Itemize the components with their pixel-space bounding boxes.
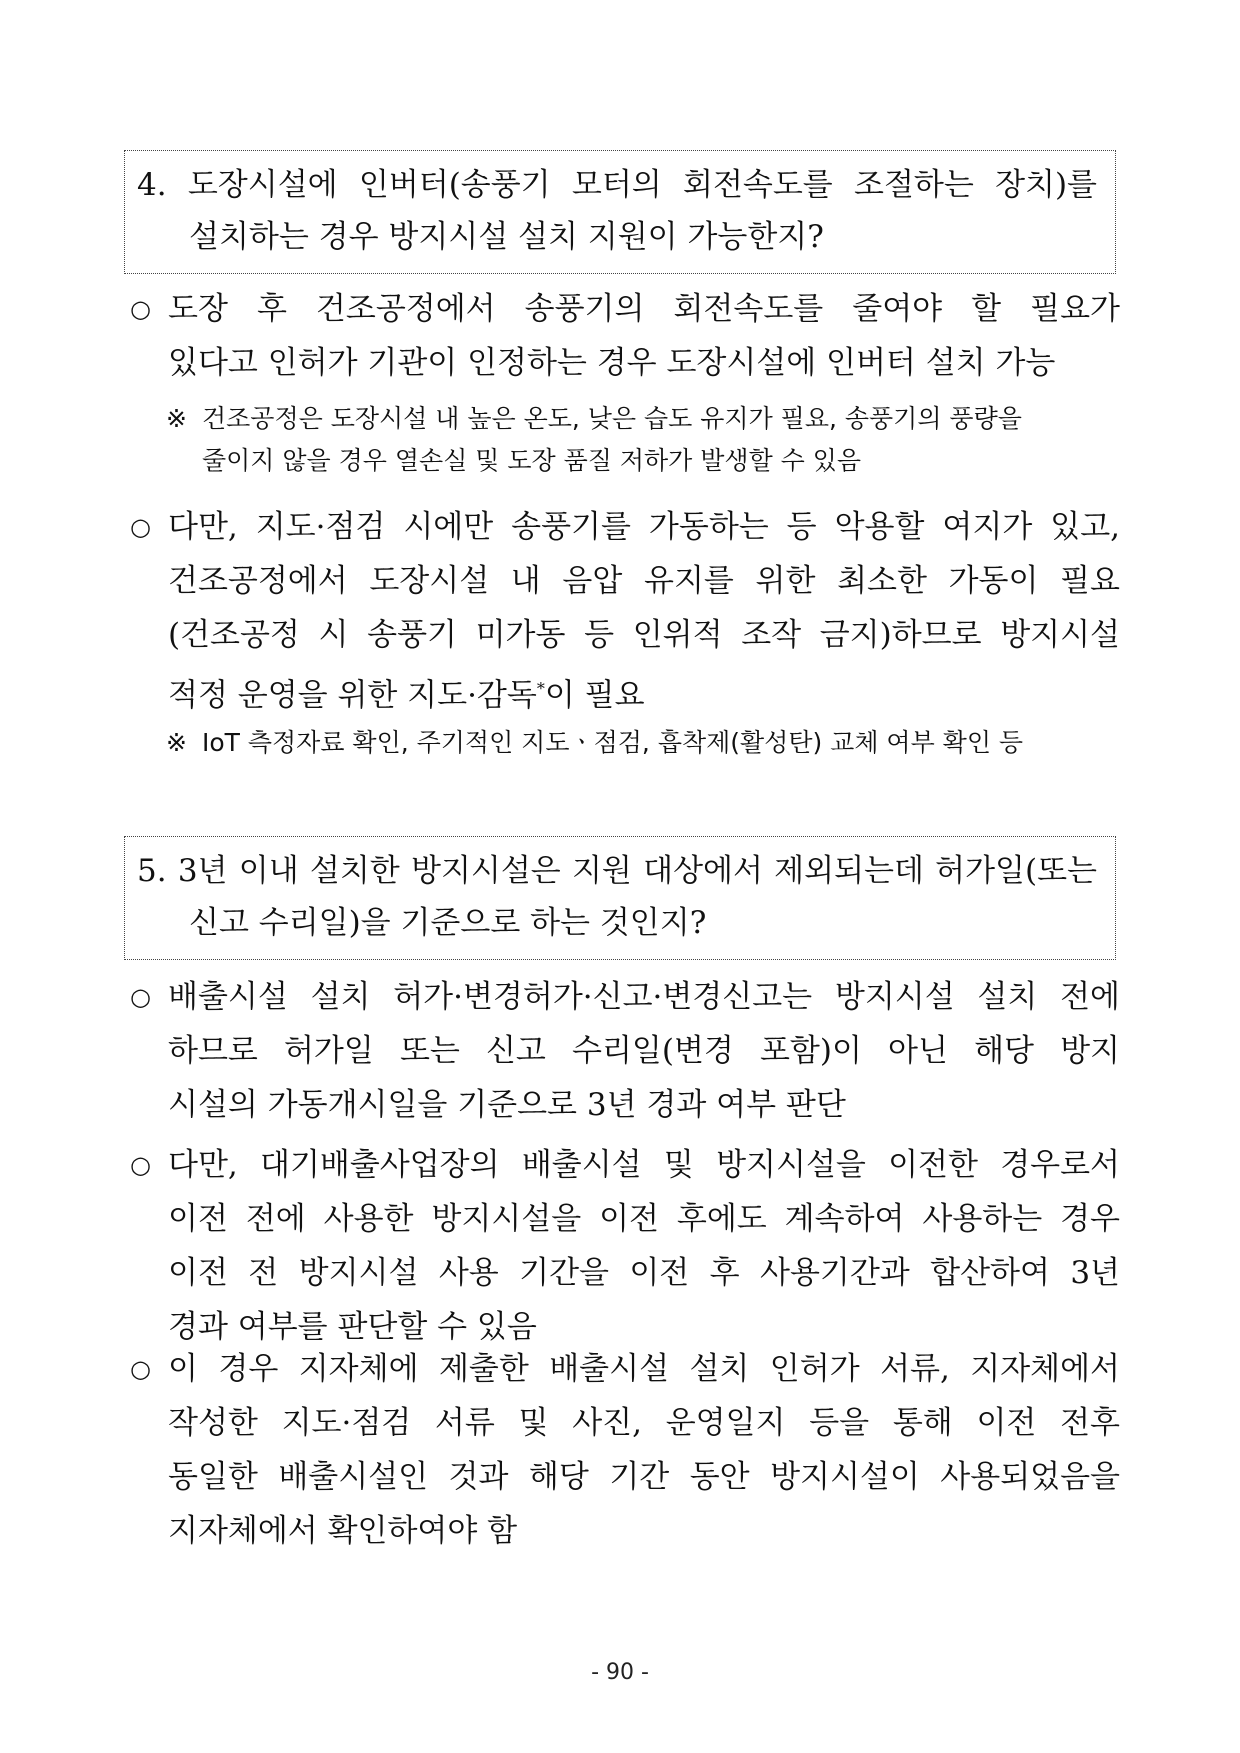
question-4-line-1: 4. 도장시설에 인버터(송풍기 모터의 회전속도를 조절하는 장치)를 <box>137 167 1097 203</box>
note-4-2 <box>166 722 1126 764</box>
answer-4-2-line-3: (건조공정 시 송풍기 미가동 등 인위적 조작 금지)하므로 방지시설 <box>168 617 1120 653</box>
reference-mark-icon: ※ <box>166 404 187 433</box>
answer-5-3-line-3: 동일한 배출시설인 것과 해당 기간 동안 방지시설이 사용되었음을 <box>168 1459 1120 1495</box>
answer-5-1-line-3: 시설의 가동개시일을 기준으로 3년 경과 여부 판단 <box>168 1087 846 1123</box>
answer-5-3-line-4: 지자체에서 확인하여야 함 <box>168 1513 518 1549</box>
answer-5-2-line-1: 다만, 대기배출사업장의 배출시설 및 방지시설을 이전한 경우로서 <box>168 1147 1120 1183</box>
note-4-1 <box>166 398 1126 482</box>
note-4-2-line: IoT 측정자료 확인, 주기적인 지도ㆍ점검, 흡착제(활성탄) 교체 여부 확인 등 <box>202 728 1024 757</box>
answer-4-2-line-4-tail: 이 필요 <box>544 677 645 714</box>
question-5-line-2: 신고 수리일)을 기준으로 하는 것인지? <box>189 905 707 941</box>
answer-5-1-line-1: 배출시설 설치 허가·변경허가·신고·변경신고는 방지시설 설치 전에 <box>168 979 1120 1015</box>
question-box-4 <box>124 150 1116 274</box>
answer-4-2-line-4-text: 적정 운영을 위한 지도·감독 <box>168 677 537 714</box>
footnote-marker: * <box>536 679 545 698</box>
answer-4-paragraph-2 <box>130 500 1120 722</box>
answer-5-1-line-2: 하므로 허가일 또는 신고 수리일(변경 포함)이 아닌 해당 방지 <box>168 1033 1120 1069</box>
answer-4-2-line-4 <box>130 662 1120 722</box>
answer-4-1-line-2: 있다고 인허가 기관이 인정하는 경우 도장시설에 인버터 설치 가능 <box>168 345 1056 381</box>
answer-5-2-line-4: 경과 여부를 판단할 수 있음 <box>168 1309 537 1345</box>
answer-5-3-line-1: 이 경우 지자체에 제출한 배출시설 설치 인허가 서류, 지자체에서 <box>168 1351 1120 1387</box>
page-number: - 90 - <box>591 1660 649 1685</box>
answer-4-paragraph-1 <box>130 282 1120 390</box>
question-box-5 <box>124 836 1116 960</box>
answer-5-3-line-2: 작성한 지도·점검 서류 및 사진, 운영일지 등을 통해 이전 전후 <box>168 1405 1120 1441</box>
bullet-circle-icon: ○ <box>130 983 151 1011</box>
note-4-1-line-1: 건조공정은 도장시설 내 높은 온도, 낮은 습도 유지가 필요, 송풍기의 풍량을 <box>202 404 1022 433</box>
answer-4-2-line-1: 다만, 지도·점검 시에만 송풍기를 가동하는 등 악용할 여지가 있고, <box>168 509 1120 545</box>
answer-5-paragraph-1 <box>130 970 1120 1132</box>
bullet-circle-icon: ○ <box>130 1151 151 1179</box>
answer-4-1-line-1: 도장 후 건조공정에서 송풍기의 회전속도를 줄여야 할 필요가 <box>168 291 1120 327</box>
question-5-line-1: 5. 3년 이내 설치한 방지시설은 지원 대상에서 제외되는데 허가일(또는 <box>137 853 1097 889</box>
answer-5-2-line-2: 이전 전에 사용한 방지시설을 이전 후에도 계속하여 사용하는 경우 <box>168 1201 1120 1237</box>
answer-4-2-line-2: 건조공정에서 도장시설 내 음압 유지를 위한 최소한 가동이 필요 <box>168 563 1120 599</box>
bullet-circle-icon: ○ <box>130 513 151 541</box>
note-4-1-line-2: 줄이지 않을 경우 열손실 및 도장 품질 저하가 발생할 수 있음 <box>202 446 862 475</box>
bullet-circle-icon: ○ <box>130 1355 151 1383</box>
answer-5-paragraph-2 <box>130 1138 1120 1354</box>
answer-5-2-line-3: 이전 전 방지시설 사용 기간을 이전 후 사용기간과 합산하여 3년 <box>168 1255 1120 1291</box>
answer-5-paragraph-3 <box>130 1342 1120 1558</box>
reference-mark-icon: ※ <box>166 728 187 757</box>
bullet-circle-icon: ○ <box>130 295 151 323</box>
question-4-line-2: 설치하는 경우 방지시설 설치 지원이 가능한지? <box>189 219 824 255</box>
